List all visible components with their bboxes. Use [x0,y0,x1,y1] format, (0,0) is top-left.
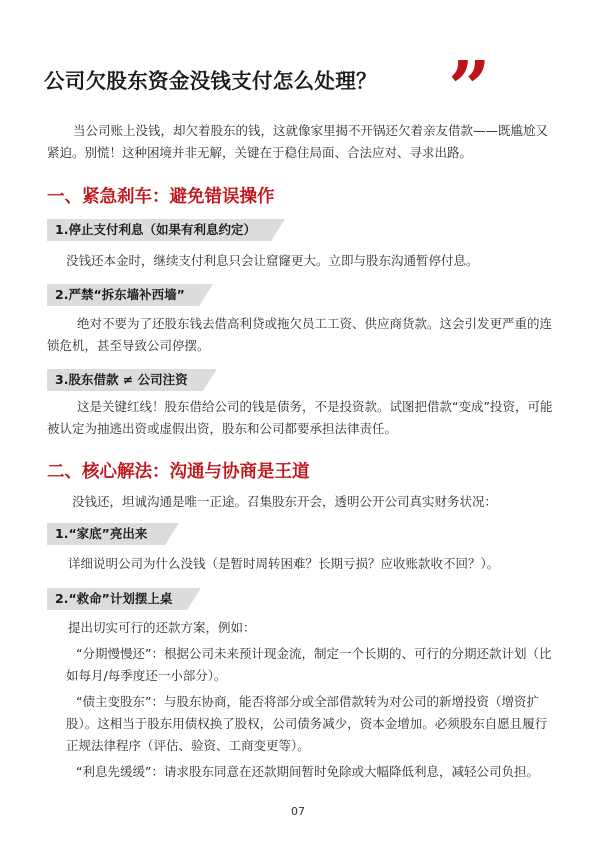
plan-debt-to-equity: “债主变股东”：与股东协商，能否将部分或全部借款转为对公司的新增投资（增资扩股）。这相当于股东用债权换了股权，公司债务减少，资本金增加。必须股东自愿且履行正规法律程序（评估、验资、工商变更等）。 [66,694,548,753]
section2-item2-tag: 2.“救命”计划摆上桌 [47,588,187,610]
page-number: 07 [291,805,305,818]
section2-item2-text: 提出切实可行的还款方案，例如： [68,620,256,635]
page-title: 公司欠股东资金没钱支付怎么处理？ [44,69,377,93]
intro-paragraph: 当公司账上没钱，却欠着股东的钱，这就像家里揭不开锅还欠着亲友借款——既尴尬又紧迫。别慌！这种困境并非无解，关键在于稳住局面、合法应对、寻求出路。 [47,123,549,160]
section2-heading: 二、核心解法：沟通与协商是王道 [47,462,310,482]
section2-lead: 没钱还，坦诚沟通是唯一正途。召集股东开会，透明公开公司真实财务状况： [72,494,498,509]
plan-installments: “分期慢慢还”：根据公司未来预计现金流，制定一个长期的、可行的分期还款计划（比如每月/每季度还一小部分）。 [66,646,552,683]
section1-item2-tag: 2.严禁“拆东墙补西墙” [47,284,199,306]
section2-item1-text: 详细说明公司为什么没钱（是暂时周转困难？长期亏损？应收账款收不回？）。 [68,556,500,571]
section1-item2-text: 绝对不要为了还股东钱去借高利贷或拖欠员工工资、供应商货款。这会引发更严重的连锁危机，甚至导致公司停摆。 [47,316,553,353]
section1-item1-tag: 1.停止支付利息（如果有利息约定） [47,219,271,241]
section2-item1-tag: 1.“家底”亮出来 [47,523,165,545]
quote-mark-icon: ” [448,46,491,132]
section1-item3-tag: 3.股东借款 ≠ 公司注资 [47,369,203,391]
title-row [44,46,564,132]
section1-item1-text: 没钱还本金时，继续支付利息只会让窟窿更大。立即与股东沟通暂停付息。 [66,253,479,268]
plan-interest-deferral: “利息先缓缓”：请求股东同意在还款期间暂时免除或大幅降低利息，减轻公司负担。 [76,764,539,779]
section1-heading: 一、紧急刹车：避免错误操作 [47,187,275,207]
section1-item3-text: 这是关键红线！股东借给公司的钱是债务，不是投资款。试图把借款“变成”投资，可能被认定为抽逃出资或虚假出资，股东和公司都要承担法律责任。 [47,399,553,436]
